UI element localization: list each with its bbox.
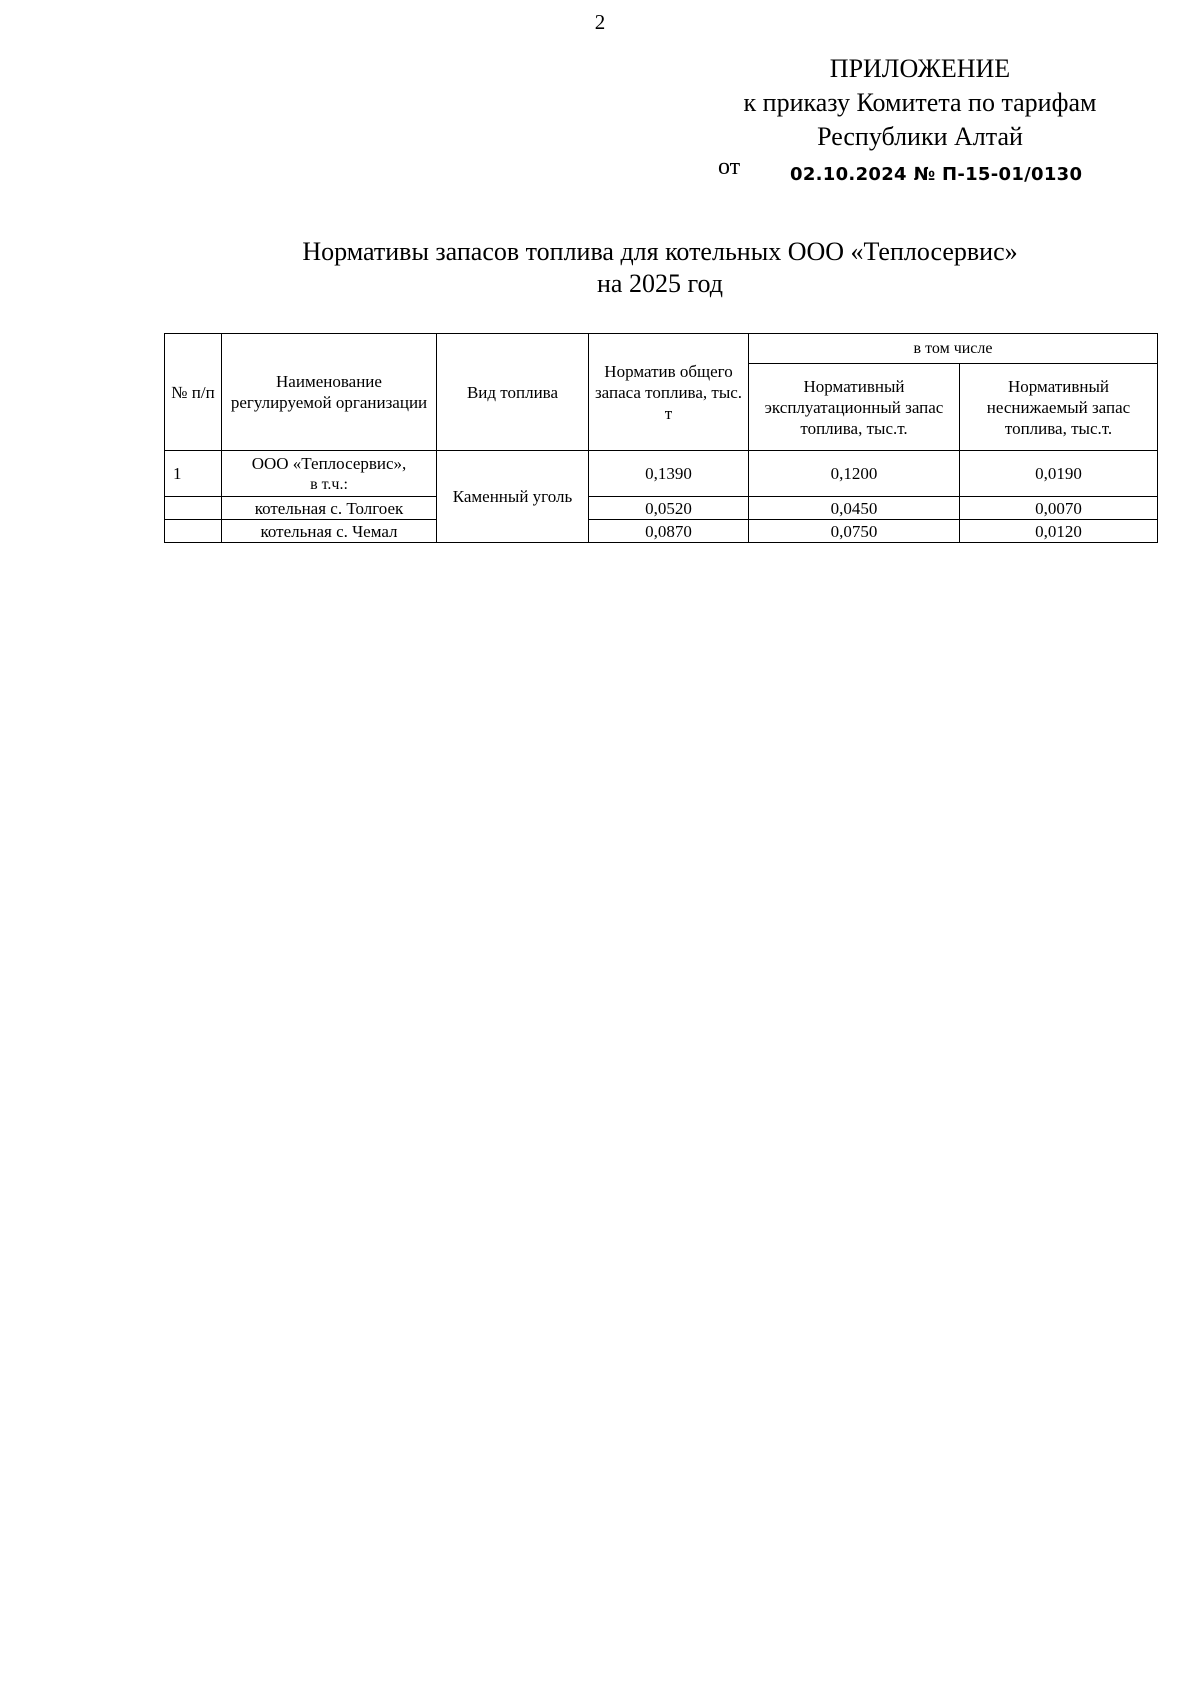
cell-operational-reserve: 0,0450 [749, 497, 960, 520]
header-including: в том числе [749, 334, 1158, 364]
order-reference: 02.10.2024 № П-15-01/0130 [790, 164, 1083, 185]
table-row [165, 451, 1158, 497]
page-number: 2 [594, 10, 606, 34]
cell-num: 1 [165, 451, 222, 497]
cell-operational-reserve: 0,1200 [749, 451, 960, 497]
title-line-2: на 2025 год [597, 269, 723, 298]
appendix-header [700, 52, 1140, 154]
fuel-reserve-table [164, 333, 1158, 543]
cell-total-reserve: 0,0520 [589, 497, 749, 520]
table-row [165, 520, 1158, 543]
appendix-line-republic: Республики Алтай [817, 122, 1023, 151]
document-title [200, 236, 1120, 300]
appendix-line-order: к приказу Комитета по тарифам [743, 88, 1097, 117]
cell-organization [222, 451, 437, 497]
cell-irreducible-reserve: 0,0190 [960, 451, 1158, 497]
cell-num [165, 497, 222, 520]
cell-num [165, 520, 222, 543]
cell-operational-reserve: 0,0750 [749, 520, 960, 543]
cell-total-reserve: 0,1390 [589, 451, 749, 497]
header-fuel-type: Вид топлива [437, 334, 589, 451]
table-row [165, 497, 1158, 520]
header-organization: Наименование регулируемой организации [222, 334, 437, 451]
from-label: от [718, 154, 741, 180]
header-operational-reserve: Нормативный эксплуатационный запас топлива, тыс.т. [749, 364, 960, 451]
header-num: № п/п [165, 334, 222, 451]
appendix-title: ПРИЛОЖЕНИЕ [829, 54, 1011, 83]
org-including-label: в т.ч.: [310, 475, 348, 493]
cell-total-reserve: 0,0870 [589, 520, 749, 543]
header-irreducible-reserve: Нормативный неснижаемый запас топлива, тыс.т. [960, 364, 1158, 451]
cell-irreducible-reserve: 0,0120 [960, 520, 1158, 543]
org-name: ООО «Теплосервис», [251, 453, 407, 473]
header-total-reserve: Норматив общего запаса топлива, тыс. т [589, 334, 749, 451]
cell-organization: котельная с. Толгоек [222, 497, 437, 520]
cell-organization: котельная с. Чемал [222, 520, 437, 543]
cell-fuel-type: Каменный уголь [437, 451, 589, 543]
cell-irreducible-reserve: 0,0070 [960, 497, 1158, 520]
title-line-1: Нормативы запасов топлива для котельных ООО «Теплосервис» [302, 237, 1018, 266]
